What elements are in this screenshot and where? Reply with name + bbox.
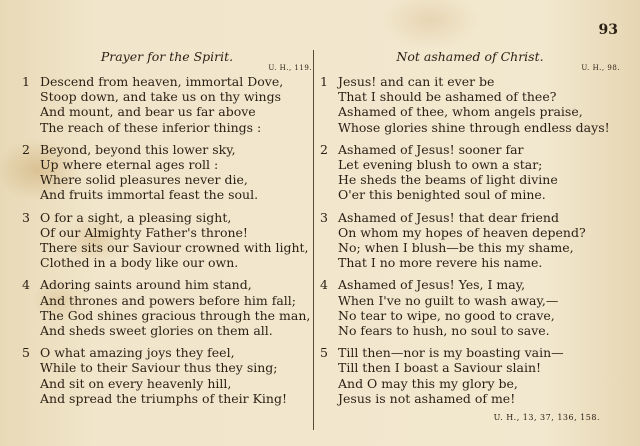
verse <box>22 345 312 406</box>
verse-line <box>320 172 620 187</box>
verse-line <box>22 210 312 225</box>
line-text: Till then—nor is my boasting vain— <box>338 345 564 361</box>
verse-line <box>320 89 620 104</box>
line-text: Whose glories shine through endless days! <box>338 119 610 135</box>
verse-line <box>22 293 312 308</box>
line-text: That I no more revere his name. <box>338 255 543 271</box>
verse-line <box>320 104 620 119</box>
verse-line <box>22 308 312 323</box>
verse-line <box>22 74 312 89</box>
line-text: That I should be ashamed of thee? <box>338 89 557 105</box>
verse <box>22 210 312 271</box>
line-text: Till then I boast a Saviour slain! <box>338 360 542 376</box>
verse-line <box>22 360 312 375</box>
verse-number: 2 <box>22 141 30 157</box>
verse-line <box>22 225 312 240</box>
line-text: And mount, and bear us far above <box>40 104 256 120</box>
verse-line <box>320 345 620 360</box>
verse-line <box>320 142 620 157</box>
line-text: Beyond, beyond this lower sky, <box>40 141 236 157</box>
hymn-reference: U. H., 119. <box>268 64 312 72</box>
line-text: Adoring saints around him stand, <box>40 277 252 293</box>
verse-number: 3 <box>320 209 328 225</box>
verse-number: 2 <box>320 141 328 157</box>
line-text: Ashamed of Jesus! that dear friend <box>338 209 559 225</box>
line-text: The reach of these inferior things : <box>40 119 262 135</box>
line-text: Of our Almighty Father's throne! <box>40 224 248 240</box>
line-text: Ashamed of Jesus! sooner far <box>338 141 524 157</box>
verse-number: 1 <box>22 74 30 89</box>
verse <box>320 142 620 203</box>
verse-line <box>320 277 620 292</box>
line-text: Where solid pleasures never die, <box>40 172 248 188</box>
verse-line <box>320 225 620 240</box>
verses <box>22 74 312 406</box>
verse-line <box>22 89 312 104</box>
right-hymn <box>320 50 620 422</box>
verse-line <box>22 120 312 135</box>
line-text: Clothed in a body like our own. <box>40 255 239 271</box>
hymn-title: Not ashamed of Christ. <box>396 49 544 64</box>
line-text: O for a sight, a pleasing sight, <box>40 209 232 225</box>
line-text: O what amazing joys they feel, <box>40 345 235 361</box>
column-divider <box>313 50 314 430</box>
verses <box>320 74 620 406</box>
line-text: He sheds the beams of light divine <box>338 172 558 188</box>
verse-line <box>320 360 620 375</box>
line-text: No tear to wipe, no good to crave, <box>338 307 555 323</box>
line-text: And sheds sweet glories on them all. <box>40 323 273 339</box>
line-text: While to their Saviour thus they sing; <box>40 360 278 376</box>
line-text: And O may this my glory be, <box>338 375 518 391</box>
verse-line <box>22 391 312 406</box>
line-text: Jesus! and can it ever be <box>338 74 495 89</box>
verse-line <box>320 187 620 202</box>
verse-line <box>320 391 620 406</box>
verse-line <box>22 104 312 119</box>
verse-line <box>22 157 312 172</box>
verse-line <box>320 74 620 89</box>
verse-number: 1 <box>320 74 328 89</box>
verse-line <box>320 323 620 338</box>
line-text: On whom my hopes of heaven depend? <box>338 224 586 240</box>
line-text: O'er this benighted soul of mine. <box>338 187 546 203</box>
verse-line <box>22 277 312 292</box>
line-text: There sits our Saviour crowned with light, <box>40 240 309 256</box>
verse <box>22 142 312 203</box>
verse <box>22 74 312 135</box>
line-text: And spread the triumphs of their King! <box>40 390 288 406</box>
verse-line <box>22 172 312 187</box>
verse-line <box>22 323 312 338</box>
line-text: Jesus is not ashamed of me! <box>338 390 516 406</box>
verse-number: 4 <box>22 277 30 293</box>
verse-line <box>320 210 620 225</box>
verse-number: 4 <box>320 277 328 293</box>
line-text: And thrones and powers before him fall; <box>40 292 296 308</box>
verse-line <box>320 308 620 323</box>
line-text: Ashamed of Jesus! Yes, I may, <box>338 277 526 293</box>
line-text: And fruits immortal feast the soul. <box>40 187 259 203</box>
verse <box>22 277 312 338</box>
line-text: The God shines gracious through the man, <box>40 307 311 323</box>
verse <box>320 210 620 271</box>
verse-line <box>320 376 620 391</box>
verse-line <box>320 157 620 172</box>
verse <box>320 74 620 135</box>
verse-line <box>22 376 312 391</box>
verse <box>320 345 620 406</box>
line-text: And sit on every heavenly hill, <box>40 375 232 391</box>
left-hymn <box>22 50 312 413</box>
verse <box>320 277 620 338</box>
hymn-reference: U. H., 98. <box>581 64 620 72</box>
line-text: Descend from heaven, immortal Dove, <box>40 74 284 89</box>
verse-line <box>320 120 620 135</box>
hymn-title: Prayer for the Spirit. <box>100 49 234 64</box>
footer-reference: U. H., 13, 37, 136, 158. <box>493 413 600 423</box>
line-text: Ashamed of thee, whom angels praise, <box>338 104 583 120</box>
verse-number: 5 <box>22 345 30 361</box>
line-text: Up where eternal ages roll : <box>40 157 219 173</box>
line-text: Let evening blush to own a star; <box>338 157 543 173</box>
verse-line <box>22 240 312 255</box>
verse-number: 5 <box>320 345 328 361</box>
line-text: No fears to hush, no soul to save. <box>338 323 550 339</box>
verse-line <box>22 255 312 270</box>
line-text: When I've no guilt to wash away,— <box>338 292 559 308</box>
line-text: Stoop down, and take us on thy wings <box>40 89 281 105</box>
verse-line <box>22 345 312 360</box>
verse-line <box>320 240 620 255</box>
page-number: 93 <box>598 22 618 38</box>
verse-line <box>22 187 312 202</box>
line-text: No; when I blush—be this my shame, <box>338 240 574 256</box>
verse-line <box>22 142 312 157</box>
verse-line <box>320 293 620 308</box>
verse-number: 3 <box>22 209 30 225</box>
verse-line <box>320 255 620 270</box>
